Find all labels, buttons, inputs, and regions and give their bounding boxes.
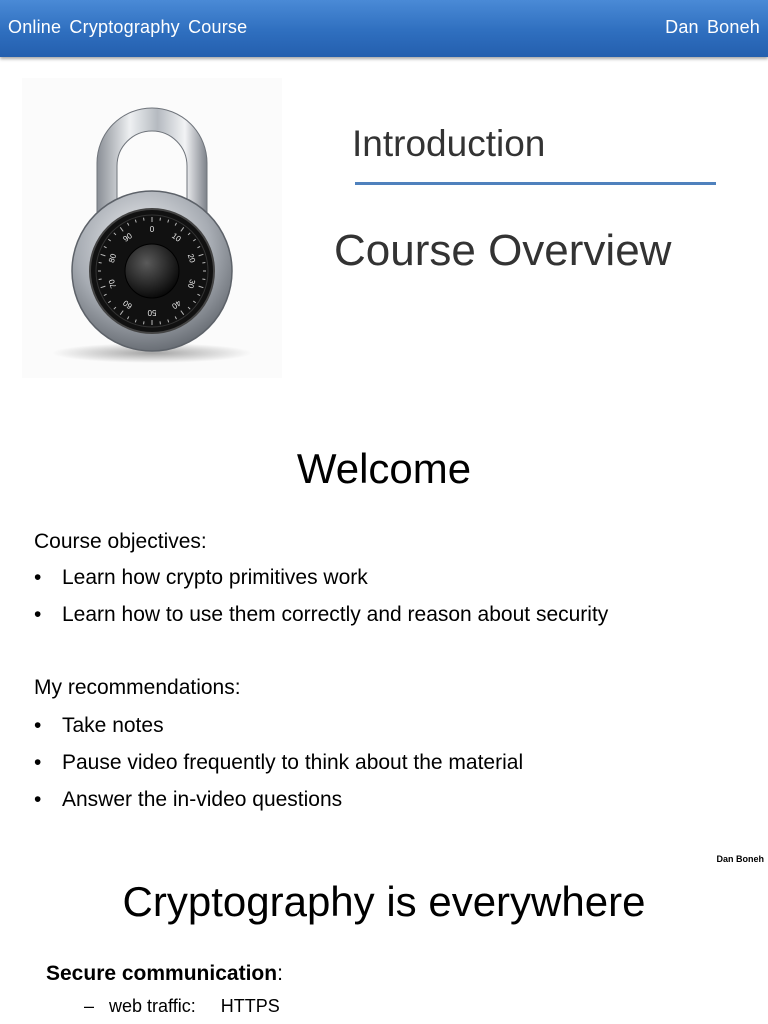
secure-communication-heading (46, 962, 283, 986)
dash-marker: – (84, 996, 95, 1016)
list-item: • Pause video frequently to think about the material (34, 749, 523, 786)
list-item: • Take notes (34, 712, 523, 749)
dial-number: 10 (170, 231, 183, 244)
list-item: • Answer the in-video questions (34, 786, 523, 823)
dial-number: 40 (170, 298, 183, 311)
sub-item-web-traffic (84, 996, 280, 1017)
sub-item-label: web traffic: (109, 996, 196, 1016)
slide-title-welcome: Welcome (296, 445, 472, 492)
title-underline (355, 182, 716, 185)
slide-title-cryptography-everywhere: Cryptography is everywhere (122, 878, 646, 925)
section-heading-text: Secure communication (46, 962, 278, 985)
dial-number: 0 (149, 225, 155, 235)
slide-title-introduction: Introduction (352, 123, 546, 164)
padlock-image (22, 78, 282, 378)
slide-subtitle-course-overview: Course Overview (334, 226, 672, 275)
list-item: • Learn how to use them correctly and reason about security (34, 601, 608, 638)
dial-number: 30 (185, 278, 198, 290)
list-item: • Learn how crypto primitives work (34, 564, 608, 601)
course-title: Online Cryptography Course (8, 17, 248, 37)
dial-number: 90 (121, 231, 134, 244)
dial-number: 80 (106, 252, 119, 264)
dial-number: 20 (185, 252, 198, 264)
recommendations-list (34, 712, 523, 823)
dial-number: 70 (106, 278, 119, 290)
section-heading-colon: : (277, 962, 283, 985)
author-name: Dan Boneh (665, 17, 760, 37)
recommendations-heading: My recommendations: (34, 676, 241, 699)
objectives-list (34, 564, 608, 638)
objectives-heading: Course objectives: (34, 530, 207, 553)
dial-number: 60 (121, 298, 134, 311)
sub-item-value: HTTPS (220, 996, 280, 1016)
slide-footer-author: Dan Boneh (716, 854, 764, 864)
dial-number: 50 (147, 307, 157, 317)
padlock-icon (22, 78, 282, 378)
course-header-bar (0, 0, 768, 57)
